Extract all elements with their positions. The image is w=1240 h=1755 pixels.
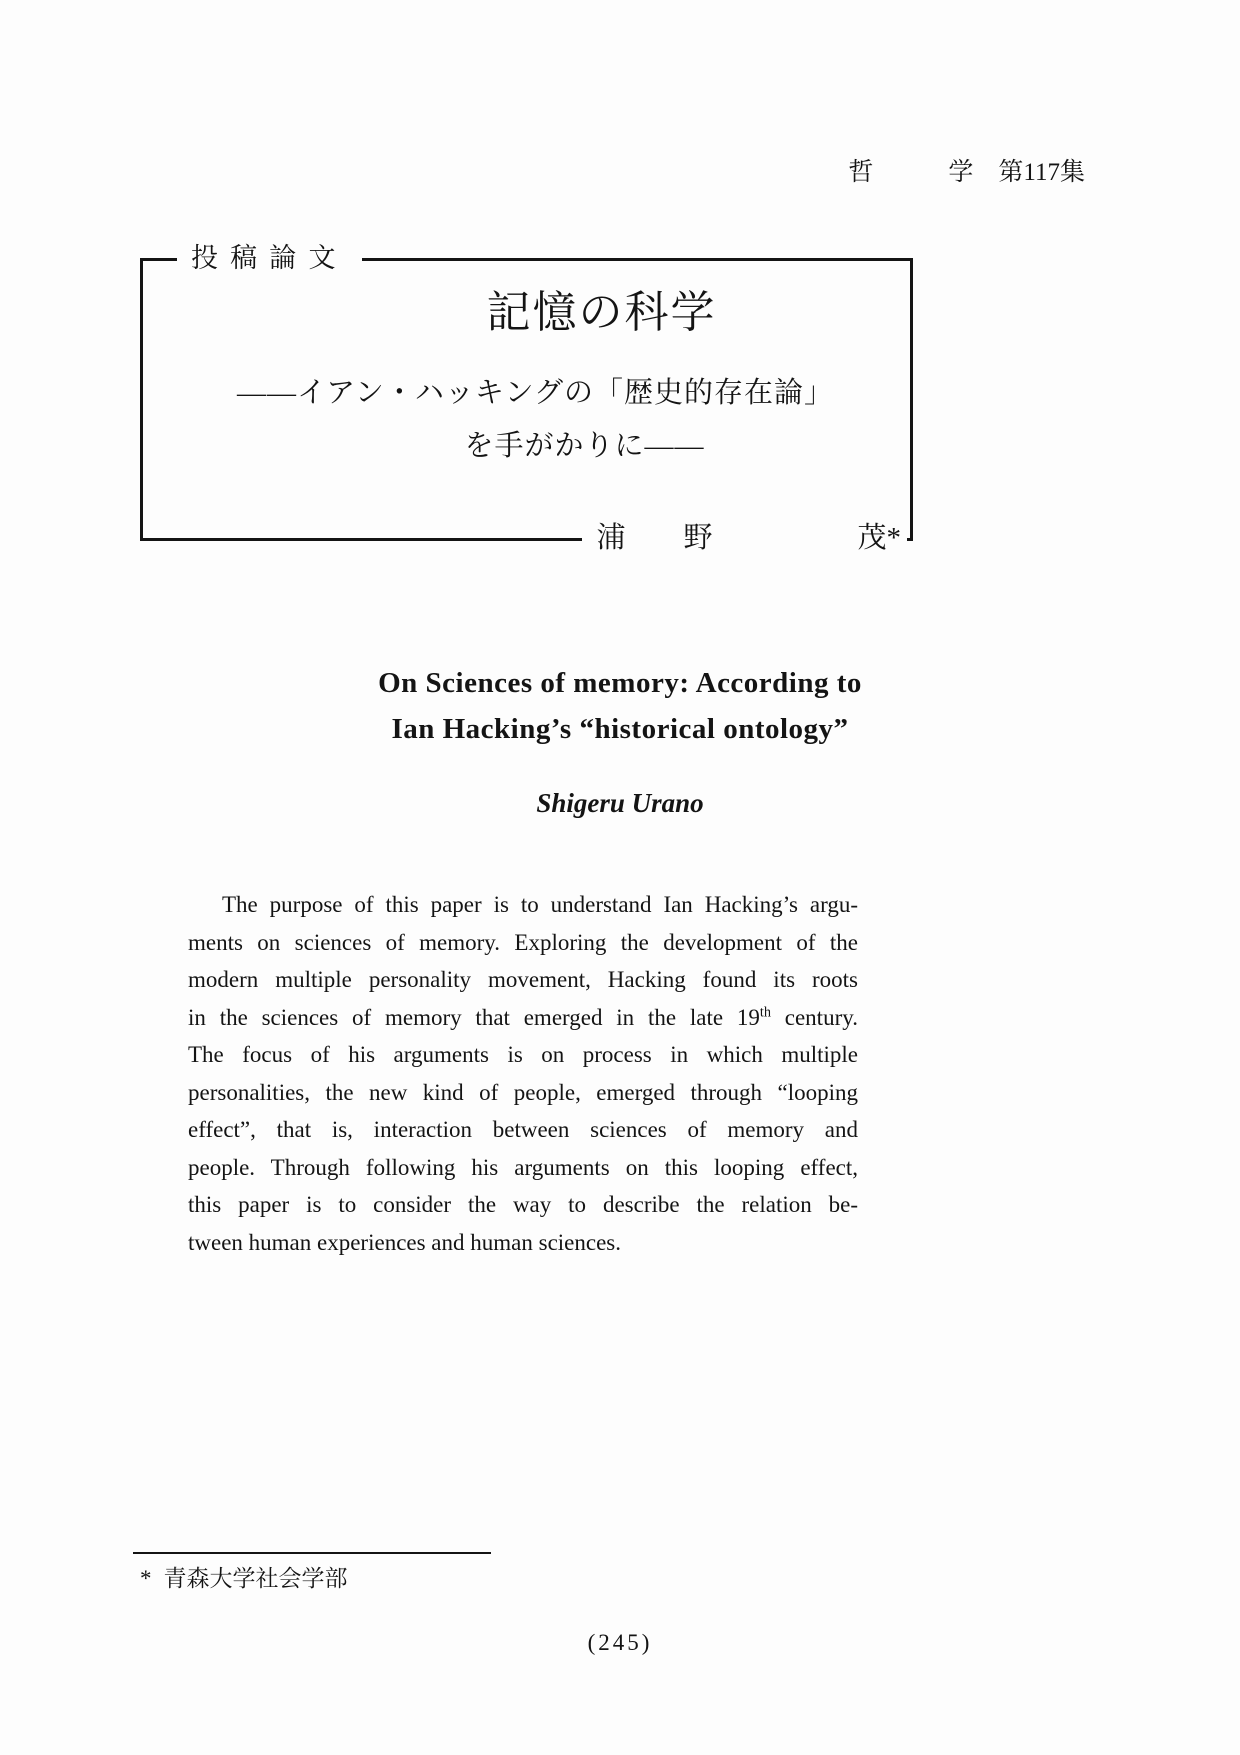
abstract-line: The purpose of this paper is to understand Ian Hacking’s argu- xyxy=(222,892,858,917)
footnote-marker: * xyxy=(140,1566,152,1591)
abstract-line: this paper is to consider the way to describe the relation be- xyxy=(188,1192,858,1217)
page-number: (245) xyxy=(587,1630,653,1655)
abstract-line: people. Through following his arguments on this looping effect, xyxy=(188,1154,858,1180)
paper-title-en-line2: Ian Hacking’s “historical ontology” xyxy=(391,713,849,745)
paper-title-en-line1: On Sciences of memory: According to xyxy=(378,667,862,699)
abstract-line: tween human experiences and human sciences. xyxy=(188,1229,621,1255)
journal-volume-header: 哲 学 第117集 xyxy=(848,159,1085,186)
footnote xyxy=(140,1560,348,1593)
paper-title-ja: 記憶の科学 xyxy=(486,288,717,337)
paper-title-en xyxy=(0,660,1240,752)
footnote-affiliation: 青森大学社会学部 xyxy=(163,1566,348,1591)
abstract xyxy=(188,886,858,1261)
footnote-rule xyxy=(133,1552,491,1554)
abstract-line: The focus of his arguments is on process in which multiple xyxy=(188,1042,858,1067)
abstract-line: in the sciences of memory that emerged in the late 19th century. xyxy=(188,1003,858,1030)
category-label: 投稿論文 xyxy=(177,242,362,274)
abstract-line: personalities, the new kind of people, emerged through “looping xyxy=(188,1079,858,1105)
abstract-line: modern multiple personality movement, Hacking found its roots xyxy=(188,967,858,992)
abstract-line: effect”, that is, interaction between sciences of memory and xyxy=(188,1117,858,1142)
author-name-en: Shigeru Urano xyxy=(536,788,704,818)
abstract-line: ments on sciences of memory. Exploring the development of the xyxy=(188,929,858,955)
author-name-ja: 浦 野 茂* xyxy=(582,520,907,558)
title-box xyxy=(140,243,913,555)
paper-subtitle-ja-line1: ——イアン・ハッキングの「歴史的存在論」 xyxy=(236,376,835,409)
paper-subtitle-ja-line2: を手がかりに—— xyxy=(464,429,705,462)
